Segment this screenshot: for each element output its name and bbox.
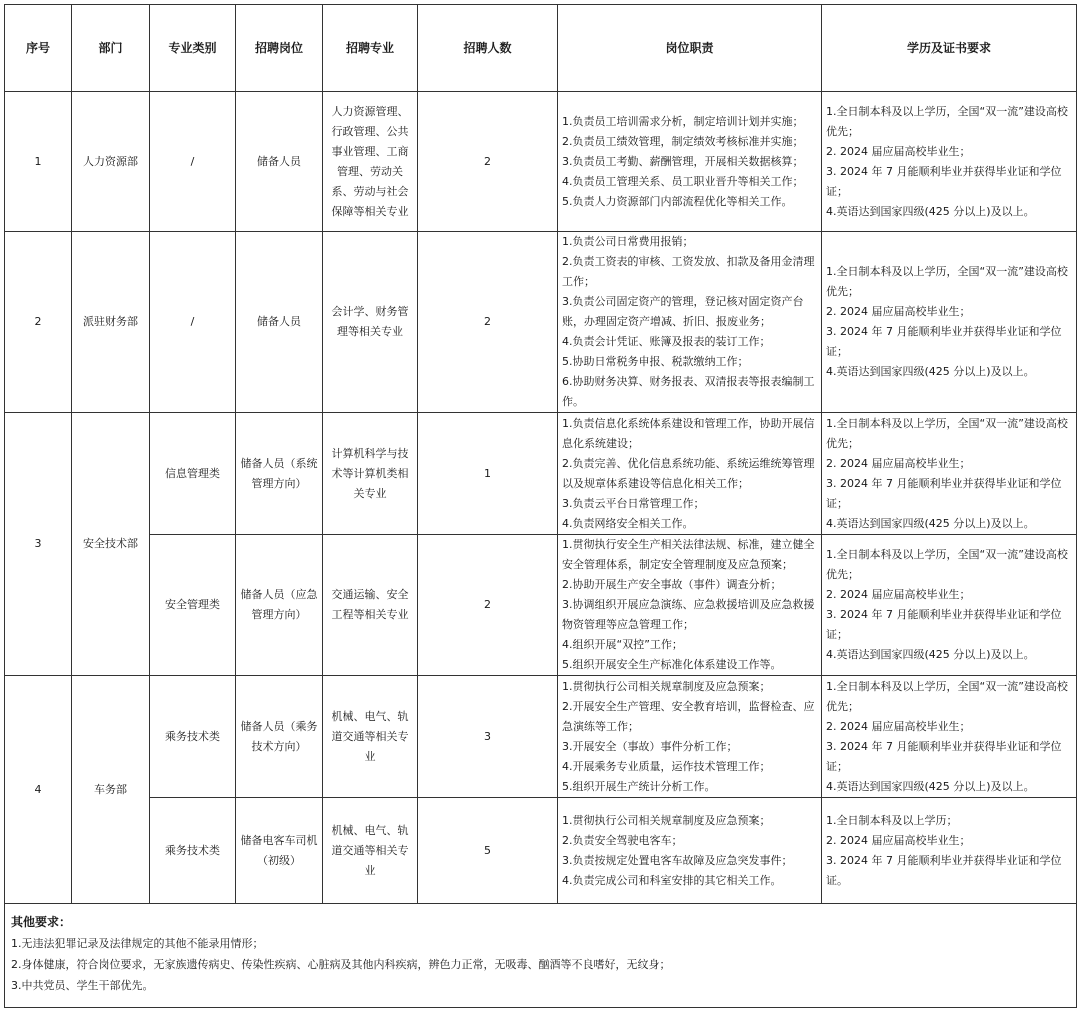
header-category: 专业类别 bbox=[150, 5, 236, 92]
table-row bbox=[5, 676, 1077, 798]
req-line: 1.全日制本科及以上学历，全国“双一流”建设高校优先； bbox=[826, 548, 1068, 581]
cell-duties bbox=[558, 676, 822, 798]
req-line: 3. 2024 年 7 月能顺利毕业并获得毕业证和学位证； bbox=[826, 739, 1062, 773]
duty-line: 2.负责员工绩效管理，制定绩效考核标准并实施； bbox=[562, 134, 804, 148]
duty-line: 3.负责员工考勤、薪酬管理，开展相关数据核算； bbox=[562, 154, 804, 168]
table-row bbox=[5, 798, 1077, 904]
table-row bbox=[5, 535, 1077, 676]
recruitment-table bbox=[4, 4, 1077, 1008]
duty-line: 2.负责完善、优化信息系统功能、系统运维统筹管理以及规章体系建设等信息化相关工作； bbox=[562, 456, 815, 490]
req-line: 2. 2024 届应届高校毕业生； bbox=[826, 833, 971, 847]
cell-position: 储备人员（系统管理方向） bbox=[236, 413, 323, 535]
table-row bbox=[5, 232, 1077, 413]
duty-line: 1.负责信息化系统体系建设和管理工作，协助开展信息化系统建设； bbox=[562, 416, 815, 450]
duty-line: 2.开展安全生产管理、安全教育培训，监督检查、应急演练等工作； bbox=[562, 699, 815, 733]
cell-dept: 派驻财务部 bbox=[72, 232, 150, 413]
req-line: 3. 2024 年 7 月能顺利毕业并获得毕业证和学位证； bbox=[826, 476, 1062, 510]
cell-duties bbox=[558, 232, 822, 413]
duty-line: 1.负责公司日常费用报销； bbox=[562, 235, 694, 248]
duty-line: 4.组织开展“双控”工作； bbox=[562, 638, 683, 651]
table-row bbox=[5, 413, 1077, 535]
remark-line: 2.身体健康，符合岗位要求，无家族遗传病史、传染性疾病、心脏病及其他内科疾病，辨色力正常，无吸毒、酗酒等不良嗜好，无纹身； bbox=[11, 958, 671, 971]
cell-no: 3 bbox=[5, 413, 72, 676]
duty-line: 3.协调组织开展应急演练、应急救援培训及应急救援物资管理等应急管理工作； bbox=[562, 598, 815, 631]
remark-line: 1.无违法犯罪记录及法律规定的其他不能录用情形； bbox=[11, 937, 264, 950]
req-line: 3. 2024 年 7 月能顺利毕业并获得毕业证和学位证； bbox=[826, 608, 1062, 641]
req-line: 2. 2024 届应届高校毕业生； bbox=[826, 456, 971, 470]
cell-no: 1 bbox=[5, 92, 72, 232]
duty-line: 4.负责会计凭证、账簿及报表的装订工作； bbox=[562, 335, 771, 348]
header-reqs: 学历及证书要求 bbox=[822, 5, 1077, 92]
cell-reqs bbox=[822, 413, 1077, 535]
remarks-row bbox=[5, 904, 1077, 1008]
cell-count: 5 bbox=[418, 798, 558, 904]
req-line: 1.全日制本科及以上学历； bbox=[826, 813, 958, 827]
cell-count: 2 bbox=[418, 232, 558, 413]
duty-line: 1.负责员工培训需求分析，制定培训计划并实施； bbox=[562, 114, 804, 128]
header-dept: 部门 bbox=[72, 5, 150, 92]
cell-reqs bbox=[822, 676, 1077, 798]
duty-line: 1.贯彻执行公司相关规章制度及应急预案； bbox=[562, 813, 771, 827]
cell-major: 机械、电气、轨道交通等相关专业 bbox=[323, 676, 418, 798]
cell-category: / bbox=[150, 92, 236, 232]
remarks-cell bbox=[5, 904, 1077, 1008]
req-line: 4.英语达到国家四级(425 分以上)及以上。 bbox=[826, 648, 1035, 661]
duty-line: 6.协助财务决算、财务报表、双清报表等报表编制工作。 bbox=[562, 375, 815, 408]
req-line: 1.全日制本科及以上学历，全国“双一流”建设高校优先； bbox=[826, 416, 1068, 450]
duty-line: 3.负责公司固定资产的管理，登记核对固定资产台账，办理固定资产增减、折旧、报废业务； bbox=[562, 295, 804, 328]
duty-line: 4.负责完成公司和科室安排的其它相关工作。 bbox=[562, 873, 782, 887]
cell-category: 乘务技术类 bbox=[150, 676, 236, 798]
req-line: 4.英语达到国家四级(425 分以上)及以上。 bbox=[826, 516, 1035, 530]
cell-duties bbox=[558, 413, 822, 535]
cell-count: 3 bbox=[418, 676, 558, 798]
cell-major: 会计学、财务管理等相关专业 bbox=[323, 232, 418, 413]
cell-position: 储备人员 bbox=[236, 92, 323, 232]
duty-line: 3.负责按规定处置电客车故障及应急突发事件； bbox=[562, 853, 793, 867]
req-line: 2. 2024 届应届高校毕业生； bbox=[826, 588, 971, 601]
cell-no: 4 bbox=[5, 676, 72, 904]
remark-line: 3.中共党员、学生干部优先。 bbox=[11, 979, 154, 992]
req-line: 3. 2024 年 7 月能顺利毕业并获得毕业证和学位证； bbox=[826, 164, 1062, 198]
header-position: 招聘岗位 bbox=[236, 5, 323, 92]
cell-category: 安全管理类 bbox=[150, 535, 236, 676]
duty-line: 4.开展乘务专业质量，运作技术管理工作； bbox=[562, 759, 771, 773]
duty-line: 2.负责工资表的审核、工资发放、扣款及备用金清理工作； bbox=[562, 255, 815, 288]
duty-line: 5.负责人力资源部门内部流程优化等相关工作。 bbox=[562, 194, 793, 208]
req-line: 4.英语达到国家四级(425 分以上)及以上。 bbox=[826, 365, 1035, 378]
cell-category: 乘务技术类 bbox=[150, 798, 236, 904]
cell-position: 储备人员（应急管理方向） bbox=[236, 535, 323, 676]
cell-count: 2 bbox=[418, 92, 558, 232]
duty-line: 4.负责员工管理关系、员工职业晋升等相关工作； bbox=[562, 174, 804, 188]
duty-line: 5.组织开展安全生产标准化体系建设工作等。 bbox=[562, 658, 782, 671]
duty-line: 1.贯彻执行公司相关规章制度及应急预案； bbox=[562, 679, 771, 693]
req-line: 3. 2024 年 7 月能顺利毕业并获得毕业证和学位证； bbox=[826, 325, 1062, 358]
cell-reqs bbox=[822, 92, 1077, 232]
header-no: 序号 bbox=[5, 5, 72, 92]
cell-category: 信息管理类 bbox=[150, 413, 236, 535]
header-count: 招聘人数 bbox=[418, 5, 558, 92]
duty-line: 5.组织开展生产统计分析工作。 bbox=[562, 779, 716, 793]
header-major: 招聘专业 bbox=[323, 5, 418, 92]
header-row bbox=[5, 5, 1077, 92]
cell-duties bbox=[558, 535, 822, 676]
req-line: 2. 2024 届应届高校毕业生； bbox=[826, 144, 971, 158]
cell-count: 1 bbox=[418, 413, 558, 535]
duty-line: 1.贯彻执行安全生产相关法律法规、标准，建立健全安全管理体系，制定安全管理制度及应急预案； bbox=[562, 538, 815, 571]
header-duties: 岗位职责 bbox=[558, 5, 822, 92]
cell-major: 交通运输、安全工程等相关专业 bbox=[323, 535, 418, 676]
duty-line: 3.开展安全（事故）事件分析工作； bbox=[562, 739, 738, 753]
req-line: 1.全日制本科及以上学历，全国“双一流”建设高校优先； bbox=[826, 679, 1068, 713]
table-row bbox=[5, 92, 1077, 232]
cell-dept: 车务部 bbox=[72, 676, 150, 904]
duty-line: 4.负责网络安全相关工作。 bbox=[562, 516, 694, 530]
req-line: 1.全日制本科及以上学历，全国“双一流”建设高校优先； bbox=[826, 265, 1068, 298]
duty-line: 2.负责安全驾驶电客车； bbox=[562, 833, 683, 847]
cell-position: 储备人员（乘务技术方向） bbox=[236, 676, 323, 798]
cell-no: 2 bbox=[5, 232, 72, 413]
cell-reqs bbox=[822, 232, 1077, 413]
cell-position: 储备人员 bbox=[236, 232, 323, 413]
req-line: 3. 2024 年 7 月能顺利毕业并获得毕业证和学位证。 bbox=[826, 853, 1062, 887]
req-line: 2. 2024 届应届高校毕业生； bbox=[826, 719, 971, 733]
req-line: 4.英语达到国家四级(425 分以上)及以上。 bbox=[826, 779, 1035, 793]
cell-duties bbox=[558, 92, 822, 232]
cell-major: 人力资源管理、行政管理、公共事业管理、工商管理、劳动关系、劳动与社会保障等相关专业 bbox=[323, 92, 418, 232]
cell-dept: 人力资源部 bbox=[72, 92, 150, 232]
cell-category: / bbox=[150, 232, 236, 413]
cell-major: 计算机科学与技术等计算机类相关专业 bbox=[323, 413, 418, 535]
duty-line: 5.协助日常税务申报、税款缴纳工作； bbox=[562, 355, 749, 368]
duty-line: 2.协助开展生产安全事故（事件）调查分析； bbox=[562, 578, 782, 591]
cell-duties bbox=[558, 798, 822, 904]
req-line: 4.英语达到国家四级(425 分以上)及以上。 bbox=[826, 204, 1035, 218]
cell-dept: 安全技术部 bbox=[72, 413, 150, 676]
cell-reqs bbox=[822, 798, 1077, 904]
req-line: 2. 2024 届应届高校毕业生； bbox=[826, 305, 971, 318]
cell-position: 储备电客车司机（初级） bbox=[236, 798, 323, 904]
duty-line: 3.负责云平台日常管理工作； bbox=[562, 496, 705, 510]
cell-reqs bbox=[822, 535, 1077, 676]
cell-major: 机械、电气、轨道交通等相关专业 bbox=[323, 798, 418, 904]
remarks-title: 其他要求： bbox=[11, 915, 72, 929]
cell-count: 2 bbox=[418, 535, 558, 676]
req-line: 1.全日制本科及以上学历，全国“双一流”建设高校优先； bbox=[826, 104, 1068, 138]
